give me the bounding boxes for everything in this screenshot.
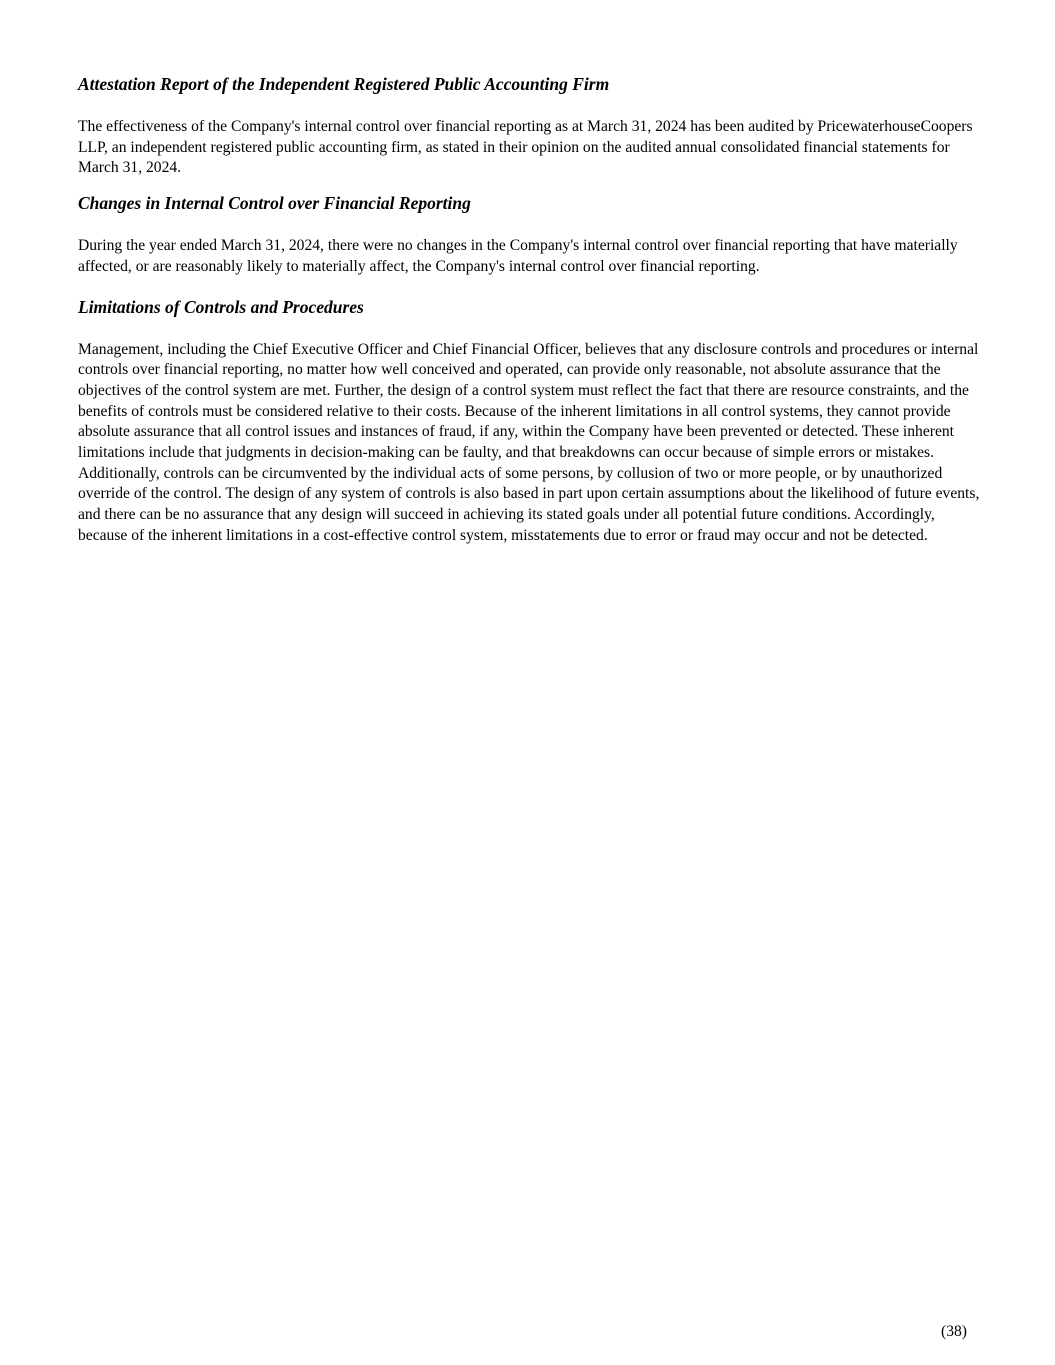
document-page [78, 72, 983, 547]
section-heading-changes-internal-control: Changes in Internal Control over Financial Reporting [78, 193, 471, 214]
section-body-limitations-of-controls: Management, including the Chief Executive Officer and Chief Financial Officer, believes that any disclosure controls and procedures or internal controls over financial reporting, no matter how well conceived and operated, can provide only reasonable, not absolute assurance that the objectives of the control system are met. Further, the design of a control system must reflect the fact that there are resource constraints, and the benefits of controls must be considered relative to their costs. Because of the inherent limitations in all control systems, they cannot provide absolute assurance that all control issues and instances of fraud, if any, within the Company have been prevented or detected. These inherent limitations include that judgments in decision-making can be faulty, and that breakdowns can occur because of simple errors or mistakes. Additionally, controls can be circumvented by the individual acts of some persons, by collusion of two or more people, or by unauthorized override of the control. The design of any system of controls is also based in part upon certain assumptions about the likelihood of future events, and there can be no assurance that any design will succeed in achieving its stated goals under all potential future conditions. Accordingly, because of the inherent limitations in a cost-effective control system, misstatements due to error or fraud may occur and not be detected. [78, 340, 980, 544]
section-heading-limitations-of-controls: Limitations of Controls and Procedures [78, 296, 364, 317]
section-body-attestation-report: The effectiveness of the Company's internal control over financial reporting as at March 31, 2024 has been audited by PricewaterhouseCoopers LLP, an independent registered public accounting firm, as stated in their opinion on the audited annual consolidated financial statements for March 31, 2024. [78, 118, 973, 177]
section-body-changes-internal-control: During the year ended March 31, 2024, there were no changes in the Company's internal control over financial reporting that have materially affected, or are reasonably likely to materially affect, the Company's internal control over financial reporting. [78, 237, 958, 275]
page-number: (38) [941, 1323, 967, 1340]
section-heading-attestation-report: Attestation Report of the Independent Registered Public Accounting Firm [78, 74, 610, 94]
